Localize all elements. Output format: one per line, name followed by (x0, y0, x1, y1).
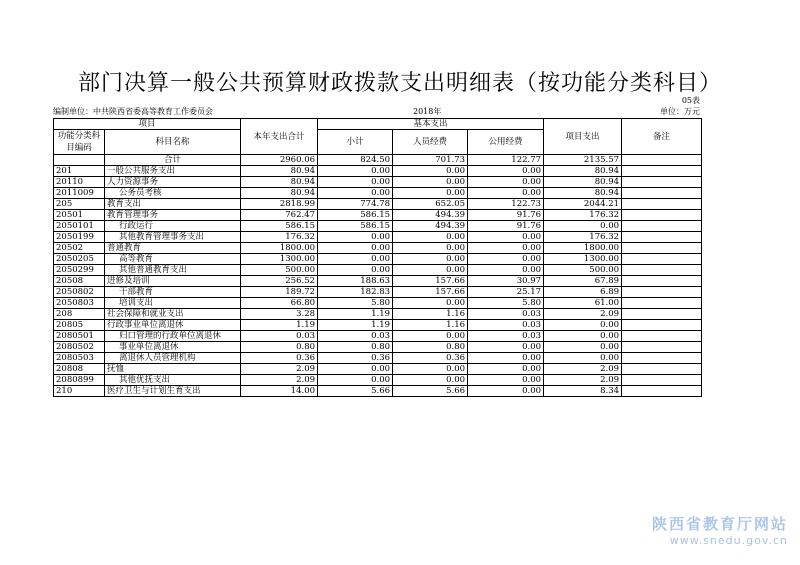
cell-code: 20502 (54, 243, 105, 254)
cell-remark (622, 386, 702, 397)
cell-public: 0.00 (468, 364, 544, 375)
currency-unit: 单位：万元 (660, 107, 700, 116)
cell-total: 1300.00 (241, 254, 318, 265)
table-row (54, 298, 702, 309)
form-number: 05表 (681, 96, 700, 105)
cell-total: 256.52 (241, 276, 318, 287)
header-public: 公用经费 (468, 130, 544, 155)
cell-public: 91.76 (468, 210, 544, 221)
cell-name: 教育管理事务 (105, 210, 241, 221)
cell-name: 一般公共服务支出 (105, 166, 241, 177)
cell-project: 176.32 (544, 210, 622, 221)
cell-subtotal: 188.63 (318, 276, 393, 287)
cell-remark (622, 342, 702, 353)
cell-code: 20805 (54, 320, 105, 331)
cell-remark (622, 320, 702, 331)
cell-code: 20808 (54, 364, 105, 375)
cell-personnel: 0.00 (393, 188, 468, 199)
cell-remark (622, 287, 702, 298)
cell-name: 离退休人员管理机构 (105, 353, 241, 364)
header-total: 本年支出合计 (241, 119, 318, 155)
cell-public: 0.00 (468, 375, 544, 386)
cell-project: 2.09 (544, 364, 622, 375)
cell-public: 0.00 (468, 188, 544, 199)
cell-public: 0.00 (468, 254, 544, 265)
header-personnel: 人员经费 (393, 130, 468, 155)
table-row (54, 364, 702, 375)
page-title: 部门决算一般公共预算财政拨款支出明细表（按功能分类科目） (77, 71, 722, 96)
header-remark: 备注 (622, 119, 702, 155)
cell-name: 干部教育 (105, 287, 241, 298)
cell-remark (622, 188, 702, 199)
header-func-code: 功能分类科目编码 (54, 130, 105, 155)
cell-project: 500.00 (544, 265, 622, 276)
cell-total: 80.94 (241, 188, 318, 199)
cell-remark (622, 309, 702, 320)
cell-code: 2050199 (54, 232, 105, 243)
cell-name: 人力资源事务 (105, 177, 241, 188)
cell-code: 20508 (54, 276, 105, 287)
cell-name: 教育支出 (105, 199, 241, 210)
cell-subtotal: 824.50 (318, 155, 393, 166)
cell-name: 其他教育管理事务支出 (105, 232, 241, 243)
cell-total: 500.00 (241, 265, 318, 276)
cell-personnel: 1.16 (393, 309, 468, 320)
cell-public: 0.00 (468, 265, 544, 276)
cell-total: 2.09 (241, 364, 318, 375)
cell-code: 2011009 (54, 188, 105, 199)
cell-personnel: 5.66 (393, 386, 468, 397)
cell-public: 0.00 (468, 166, 544, 177)
cell-project: 1800.00 (544, 243, 622, 254)
cell-subtotal: 0.00 (318, 177, 393, 188)
cell-code: 208 (54, 309, 105, 320)
cell-project: 1300.00 (544, 254, 622, 265)
cell-public: 0.03 (468, 309, 544, 320)
cell-public: 0.00 (468, 232, 544, 243)
cell-total: 80.94 (241, 177, 318, 188)
cell-subtotal: 586.15 (318, 221, 393, 232)
cell-name: 普通教育 (105, 243, 241, 254)
cell-personnel: 494.39 (393, 210, 468, 221)
cell-personnel: 0.36 (393, 353, 468, 364)
cell-total: 2.09 (241, 375, 318, 386)
table-row (54, 265, 702, 276)
cell-remark (622, 276, 702, 287)
cell-name: 公务员考核 (105, 188, 241, 199)
cell-remark (622, 232, 702, 243)
cell-personnel: 0.00 (393, 166, 468, 177)
cell-personnel: 652.05 (393, 199, 468, 210)
cell-total: 14.00 (241, 386, 318, 397)
cell-subtotal: 1.19 (318, 320, 393, 331)
table-row (54, 166, 702, 177)
header-item: 项目 (54, 119, 241, 130)
cell-code: 201 (54, 166, 105, 177)
expenditure-table (53, 118, 702, 397)
cell-subtotal: 0.00 (318, 232, 393, 243)
header-subtotal: 小计 (318, 130, 393, 155)
cell-public: 25.17 (468, 287, 544, 298)
cell-code: 205 (54, 199, 105, 210)
cell-project: 67.89 (544, 276, 622, 287)
cell-total: 2818.99 (241, 199, 318, 210)
cell-remark (622, 375, 702, 386)
cell-total: 0.03 (241, 331, 318, 342)
cell-code: 2050299 (54, 265, 105, 276)
cell-project: 0.00 (544, 221, 622, 232)
cell-name: 其他普通教育支出 (105, 265, 241, 276)
cell-personnel: 157.66 (393, 287, 468, 298)
cell-subtotal: 0.00 (318, 243, 393, 254)
cell-project: 80.94 (544, 188, 622, 199)
cell-code: 2080503 (54, 353, 105, 364)
cell-name: 社会保障和就业支出 (105, 309, 241, 320)
table-row (54, 386, 702, 397)
table-row (54, 353, 702, 364)
cell-code: 2080502 (54, 342, 105, 353)
cell-remark (622, 254, 702, 265)
cell-code: 2050803 (54, 298, 105, 309)
cell-name: 培训支出 (105, 298, 241, 309)
cell-total: 189.72 (241, 287, 318, 298)
header-project: 项目支出 (544, 119, 622, 155)
cell-subtotal: 1.19 (318, 309, 393, 320)
cell-public: 0.00 (468, 243, 544, 254)
cell-public: 0.00 (468, 353, 544, 364)
cell-remark (622, 298, 702, 309)
cell-subtotal: 0.36 (318, 353, 393, 364)
cell-project: 176.32 (544, 232, 622, 243)
table-row (54, 342, 702, 353)
site-watermark (652, 513, 788, 547)
cell-public: 0.03 (468, 320, 544, 331)
compiling-unit: 编制单位：中共陕西省委高等教育工作委员会 (53, 107, 213, 116)
cell-personnel: 0.00 (393, 331, 468, 342)
cell-public: 0.00 (468, 177, 544, 188)
cell-project: 8.34 (544, 386, 622, 397)
cell-project: 2135.57 (544, 155, 622, 166)
cell-code: 2080899 (54, 375, 105, 386)
cell-code: 20110 (54, 177, 105, 188)
cell-public: 91.76 (468, 221, 544, 232)
cell-project: 80.94 (544, 177, 622, 188)
cell-project: 6.89 (544, 287, 622, 298)
cell-project: 0.00 (544, 342, 622, 353)
cell-project: 2.09 (544, 309, 622, 320)
cell-personnel: 494.39 (393, 221, 468, 232)
cell-public: 0.00 (468, 386, 544, 397)
cell-project: 61.00 (544, 298, 622, 309)
cell-project: 2044.21 (544, 199, 622, 210)
cell-name: 高等教育 (105, 254, 241, 265)
cell-personnel: 0.00 (393, 254, 468, 265)
table-row (54, 232, 702, 243)
cell-subtotal: 0.00 (318, 188, 393, 199)
cell-project: 0.00 (544, 320, 622, 331)
cell-total: 1.19 (241, 320, 318, 331)
cell-code: 2080501 (54, 331, 105, 342)
cell-name: 进修及培训 (105, 276, 241, 287)
cell-subtotal: 182.83 (318, 287, 393, 298)
table-body (54, 155, 702, 397)
table-row (54, 287, 702, 298)
table-row (54, 331, 702, 342)
cell-subtotal: 0.80 (318, 342, 393, 353)
header-basic: 基本支出 (318, 119, 544, 130)
cell-subtotal: 0.00 (318, 166, 393, 177)
cell-remark (622, 353, 702, 364)
table-row (54, 309, 702, 320)
cell-subtotal: 0.00 (318, 364, 393, 375)
cell-name: 事业单位离退休 (105, 342, 241, 353)
cell-subtotal: 774.78 (318, 199, 393, 210)
cell-name: 行政运行 (105, 221, 241, 232)
cell-name: 行政事业单位离退休 (105, 320, 241, 331)
cell-code: 2050802 (54, 287, 105, 298)
cell-code (54, 155, 105, 166)
cell-personnel: 701.73 (393, 155, 468, 166)
cell-remark (622, 364, 702, 375)
cell-total: 2960.06 (241, 155, 318, 166)
table-row (54, 276, 702, 287)
cell-remark (622, 221, 702, 232)
table-row (54, 254, 702, 265)
cell-remark (622, 210, 702, 221)
cell-personnel: 0.00 (393, 243, 468, 254)
table-row (54, 177, 702, 188)
watermark-text: 陕西省教育厅网站 (651, 515, 788, 533)
cell-total: 1800.00 (241, 243, 318, 254)
cell-remark (622, 331, 702, 342)
cell-remark (622, 166, 702, 177)
cell-total: 80.94 (241, 166, 318, 177)
cell-public: 122.73 (468, 199, 544, 210)
table-row (54, 221, 702, 232)
cell-name: 抚恤 (105, 364, 241, 375)
cell-subtotal: 0.03 (318, 331, 393, 342)
cell-personnel: 0.80 (393, 342, 468, 353)
cell-code: 210 (54, 386, 105, 397)
cell-public: 0.03 (468, 331, 544, 342)
cell-remark (622, 199, 702, 210)
cell-name: 归口管理的行政单位离退休 (105, 331, 241, 342)
cell-personnel: 0.00 (393, 177, 468, 188)
cell-personnel: 157.66 (393, 276, 468, 287)
cell-remark (622, 243, 702, 254)
cell-remark (622, 155, 702, 166)
cell-public: 5.80 (468, 298, 544, 309)
watermark-url: www.snedu.gov.cn (669, 534, 788, 547)
cell-total: 3.28 (241, 309, 318, 320)
table-row (54, 375, 702, 386)
table-row (54, 320, 702, 331)
cell-name: 合计 (105, 155, 241, 166)
cell-personnel: 0.00 (393, 298, 468, 309)
cell-total: 586.15 (241, 221, 318, 232)
cell-total: 176.32 (241, 232, 318, 243)
table-row (54, 243, 702, 254)
cell-remark (622, 177, 702, 188)
cell-personnel: 0.00 (393, 364, 468, 375)
table-row (54, 210, 702, 221)
cell-personnel: 0.00 (393, 232, 468, 243)
cell-total: 0.36 (241, 353, 318, 364)
cell-personnel: 0.00 (393, 375, 468, 386)
cell-subtotal: 5.66 (318, 386, 393, 397)
cell-name: 医疗卫生与计划生育支出 (105, 386, 241, 397)
table-row (54, 155, 702, 166)
cell-personnel: 1.16 (393, 320, 468, 331)
cell-project: 2.09 (544, 375, 622, 386)
report-year: 2018年 (413, 107, 442, 116)
cell-name: 其他优抚支出 (105, 375, 241, 386)
cell-total: 0.80 (241, 342, 318, 353)
cell-public: 0.00 (468, 342, 544, 353)
cell-subtotal: 0.00 (318, 254, 393, 265)
cell-subtotal: 5.80 (318, 298, 393, 309)
cell-project: 0.00 (544, 331, 622, 342)
cell-code: 2050205 (54, 254, 105, 265)
cell-remark (622, 265, 702, 276)
cell-code: 20501 (54, 210, 105, 221)
cell-total: 762.47 (241, 210, 318, 221)
cell-public: 30.97 (468, 276, 544, 287)
cell-project: 80.94 (544, 166, 622, 177)
cell-project: 0.00 (544, 353, 622, 364)
cell-code: 2050101 (54, 221, 105, 232)
cell-public: 122.77 (468, 155, 544, 166)
table-row (54, 188, 702, 199)
cell-personnel: 0.00 (393, 265, 468, 276)
cell-total: 66.80 (241, 298, 318, 309)
table-row (54, 199, 702, 210)
header-subject-name: 科目名称 (105, 130, 241, 155)
cell-subtotal: 0.00 (318, 265, 393, 276)
cell-subtotal: 586.15 (318, 210, 393, 221)
cell-subtotal: 0.00 (318, 375, 393, 386)
